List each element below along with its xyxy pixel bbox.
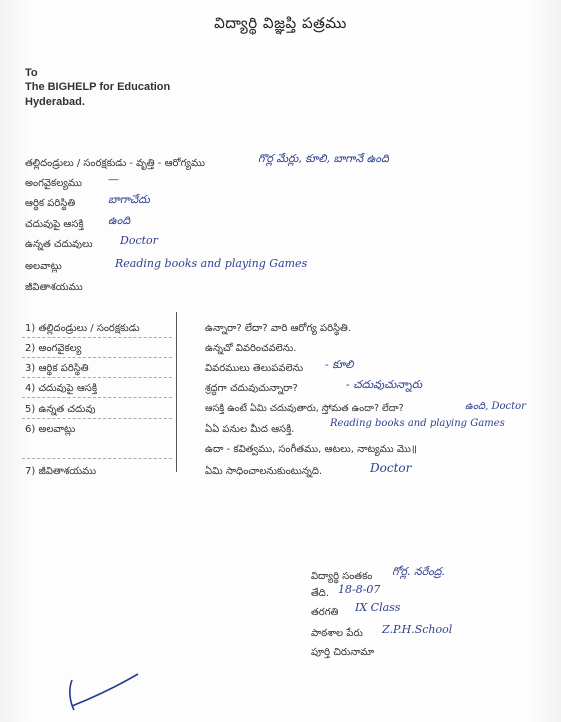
list-item-answer: ఉంది, Doctor bbox=[465, 401, 526, 412]
list-item-right: శ్రద్ధగా చదువుచున్నారా? bbox=[205, 383, 298, 394]
class-value: IX Class bbox=[355, 601, 401, 614]
list-item-left: 6) అలవాట్లు bbox=[25, 424, 76, 435]
form-title: విద్యార్థి విజ్ఞప్తి పత్రము bbox=[214, 14, 347, 32]
list-item-right: ఉదా - కవిత్వము, సంగీతము, ఆటలు, నాట్యము మొ॥ bbox=[205, 444, 417, 455]
school-label: పాఠశాల పేరు bbox=[311, 628, 363, 639]
list-item-left: 7) జీవితాశయము bbox=[25, 466, 97, 477]
field-interest-label: చదువుపై ఆసక్తి bbox=[25, 219, 84, 230]
list-item-answer: Doctor bbox=[370, 461, 412, 475]
field-parents-label: తల్లిదండ్రులు / సంరక్షకుడు - వృత్తి - ఆరోగ్యము bbox=[25, 158, 205, 169]
row-divider bbox=[22, 418, 172, 419]
address-to: To bbox=[25, 67, 38, 79]
student-sign-label: విద్యార్థి సంతకం bbox=[311, 571, 373, 582]
list-item-right: ఆసక్తి ఉంటే ఏమి చదువుతారు, స్తోమత ఉందా? లేదా? bbox=[205, 403, 404, 414]
field-disability-label: అంగవైకల్యము bbox=[25, 178, 82, 189]
list-item-right: ఏమి సాధించాలనుకుంటున్నది. bbox=[205, 466, 323, 477]
field-economic-answer: బాగాచేదు bbox=[108, 193, 150, 206]
list-item-left: 2) అంగవైకల్య bbox=[25, 343, 82, 354]
field-interest-answer: ఉంది bbox=[108, 214, 131, 227]
field-habits-label: అలవాట్లు bbox=[25, 261, 62, 272]
address-org: The BIGHELP for Education bbox=[25, 81, 171, 93]
row-divider bbox=[22, 458, 172, 459]
list-item-left: 3) ఆర్థిక పరిస్థితి bbox=[25, 363, 89, 374]
address-city: Hyderabad. bbox=[25, 96, 85, 108]
field-economic-label: ఆర్థిక పరిస్థితి bbox=[25, 198, 76, 209]
list-item-right: ఉన్నారా? లేదా? వారి ఆరోగ్య పరిస్థితి. bbox=[205, 323, 352, 334]
full-address-label: పూర్తి చిరునామా bbox=[311, 647, 375, 658]
field-higher-label: ఉన్నత చదువులు bbox=[25, 239, 93, 250]
list-item-right: వివరములు తెలుపవలెను bbox=[205, 363, 304, 374]
list-item-left: 1) తల్లిదండ్రులు / సంరక్షకుడు bbox=[25, 323, 140, 334]
student-sign-value: గోర్ల. నరేంద్ర. bbox=[392, 565, 445, 578]
date-value: 18-8-07 bbox=[338, 583, 381, 596]
field-parents-answer: గొర్ల మేర్లు, కూలి, బాగానే ఉంది bbox=[258, 152, 389, 165]
row-divider bbox=[22, 377, 172, 378]
list-item-left: 5) ఉన్నత చదువు bbox=[25, 404, 96, 415]
list-item-answer: - చదువుచున్నారు bbox=[346, 378, 423, 391]
row-divider bbox=[22, 337, 172, 338]
class-label: తరగతి bbox=[311, 607, 339, 618]
list-item-answer: Reading books and playing Games bbox=[330, 418, 505, 429]
list-item-right: ఉన్నచో వివరించవలెను. bbox=[205, 343, 297, 354]
pen-stroke-mark bbox=[62, 668, 142, 712]
row-divider bbox=[22, 397, 172, 398]
field-higher-answer: Doctor bbox=[120, 234, 158, 247]
field-life-label: జీవితాశయము bbox=[25, 282, 83, 293]
school-value: Z.P.H.School bbox=[382, 623, 453, 636]
date-label: తేది. bbox=[311, 588, 330, 599]
table-divider bbox=[176, 312, 177, 472]
list-item-right: ఏఏ పనుల మీద ఆసక్తి. bbox=[205, 424, 295, 435]
field-habits-answer: Reading books and playing Games bbox=[115, 257, 308, 270]
list-item-left: 4) చదువుపై ఆసక్తి bbox=[25, 383, 98, 394]
field-disability-answer: — bbox=[108, 173, 119, 186]
list-item-answer: - కూలి bbox=[325, 358, 354, 371]
row-divider bbox=[22, 357, 172, 358]
